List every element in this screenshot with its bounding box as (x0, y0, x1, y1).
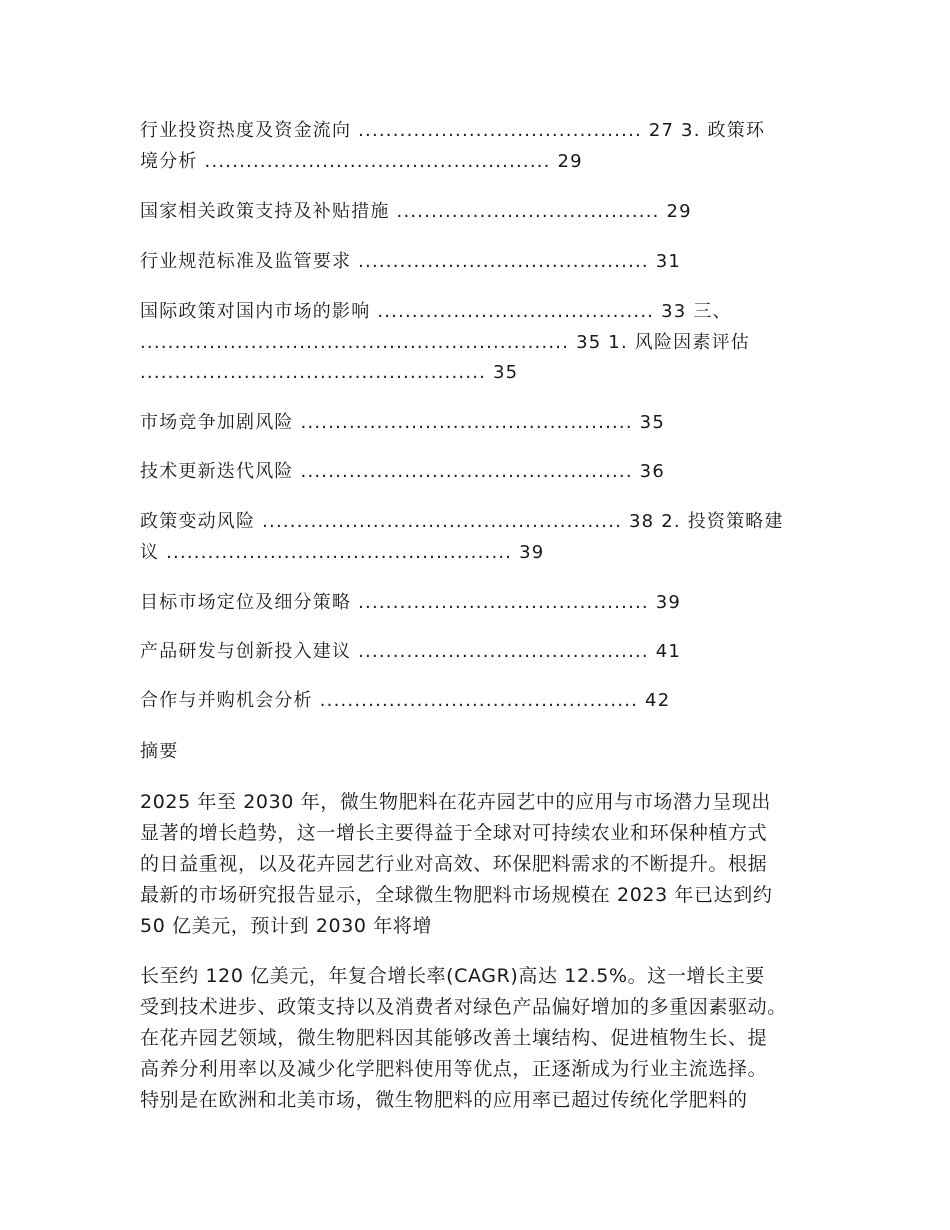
toc-entry: 目标市场定位及细分策略 .......................................... 39 (140, 592, 682, 613)
paragraph-line: 显著的增长趋势，这一增长主要得益于全球对可持续农业和环保种植方式 (140, 822, 768, 844)
toc-entry: 国际政策对国内市场的影响 ........................................ 33 三、 (140, 301, 732, 322)
paragraph-line: 特别是在欧洲和北美市场，微生物肥料的应用率已超过传统化学肥料的 (140, 1089, 748, 1111)
paragraph-line: 50 亿美元，预计到 2030 年将增 (140, 915, 433, 937)
toc-entry: 合作与并购机会分析 .............................................. 42 (140, 690, 671, 711)
toc-entry: 国家相关政策支持及补贴措施 ...................................... 29 (140, 201, 692, 222)
paragraph-line: 最新的市场研究报告显示，全球微生物肥料市场规模在 2023 年已达到约 (140, 884, 773, 906)
paragraph-line: 长至约 120 亿美元，年复合增长率(CAGR)高达 12.5%。这一增长主要 (140, 965, 765, 987)
toc-entry: .................................................. 35 (140, 362, 519, 383)
toc-entry: 市场竞争加剧风险 ................................................ 35 (140, 412, 665, 433)
paragraph-line: 受到技术进步、政策支持以及消费者对绿色产品偏好增加的多重因素驱动。 (140, 996, 787, 1018)
toc-entry: 议 .................................................. 39 (140, 542, 545, 563)
toc-entry: 境分析 .................................................. 29 (140, 151, 583, 172)
toc-entry: 行业规范标准及监管要求 .......................................... 31 (140, 251, 682, 272)
paragraph-line: 在花卉园艺领域，微生物肥料因其能够改善土壤结构、促进植物生长、提 (140, 1027, 768, 1049)
toc-entry: 技术更新迭代风险 ................................................ 36 (140, 461, 665, 482)
paragraph-line: 高养分利用率以及减少化学肥料使用等优点，正逐渐成为行业主流选择。 (140, 1058, 768, 1080)
toc-entry: 产品研发与创新投入建议 .......................................... 41 (140, 641, 682, 662)
paragraph-line: 的日益重视，以及花卉园艺行业对高效、环保肥料需求的不断提升。根据 (140, 853, 768, 875)
toc-entry: 政策变动风险 .................................................... 38 2. 投资策略建 (140, 511, 784, 532)
toc-entry: 行业投资热度及资金流向 ......................................... 27 3. 政策环 (140, 120, 766, 141)
toc-entry: .............................................................. 35 1. 风险因素评估 (140, 332, 750, 353)
abstract-heading: 摘要 (140, 741, 179, 762)
paragraph-line: 2025 年至 2030 年，微生物肥料在花卉园艺中的应用与市场潜力呈现出 (140, 791, 772, 813)
